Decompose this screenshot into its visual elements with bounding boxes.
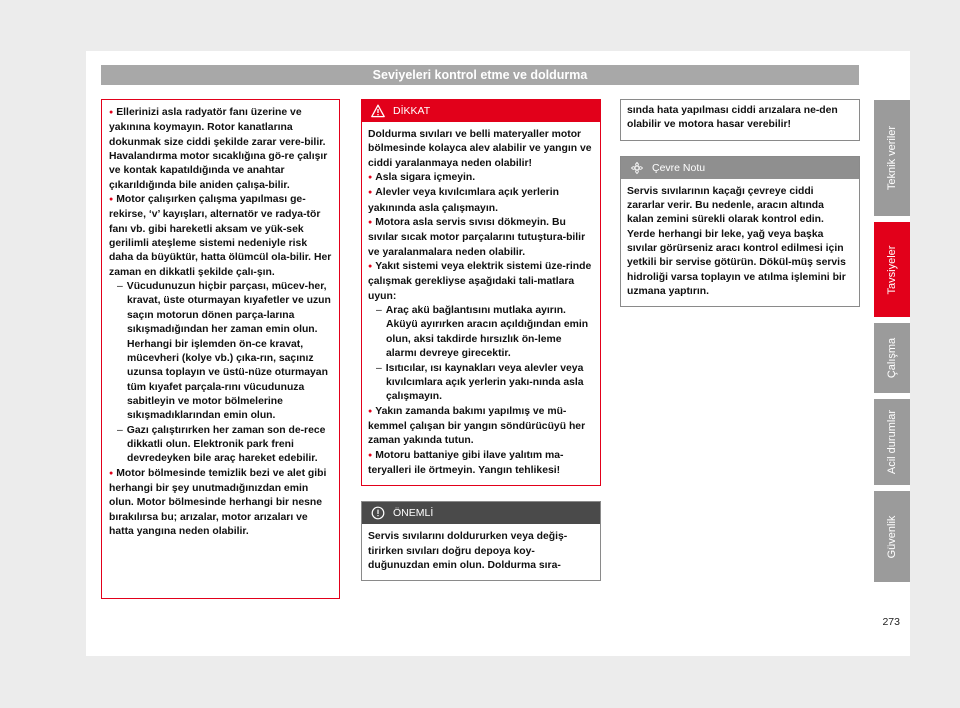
list-item: ● Yakın zamanda bakımı yapılmış ve mü-kemmel çalışan bir yangın söndürücüyü her zaman yakında tutun. bbox=[368, 405, 594, 449]
tab-guvenlik[interactable]: Güvenlik bbox=[874, 491, 910, 582]
dikkat-title: DİKKAT bbox=[393, 105, 431, 117]
list-item: ● Ellerinizi asla radyatör fanı üzerine ve yakınına koymayın. Rotor kanatlarına dokunmak size ciddi şekilde zarar vere-bilir. Havalandırma motor sıcaklığına gö-re çalışır ve kontak kapatıldığında ve anahtar çıkarıldığında bile aniden çalışa-bilir. bbox=[109, 106, 333, 193]
page-number: 273 bbox=[882, 616, 900, 628]
onemli-body bbox=[362, 524, 600, 580]
cevre-title: Çevre Notu bbox=[652, 161, 706, 174]
list-item: ● Yakıt sistemi veya elektrik sistemi üze-rinde çalışmak gerekliyse aşağıdaki tali-matlara uyun: bbox=[368, 260, 594, 304]
onemli-continued-text: sında hata yapılması ciddi arızalara ne-den olabilir ve motora hasar verebilir! bbox=[627, 105, 838, 131]
leaf-icon bbox=[630, 161, 644, 175]
list-item: ● Motor çalışırken çalışma yapılması ge-rekirse, ‘v’ kayışları, alternatör ve radya-tör fanı vb. gibi hareketli aksam ve yük-sek gerilimli ateşleme sistemi nedeniyle risk daha da büyüktür, hatta ölümcül ola-bilir. Her zaman en dikkatli şekilde çalı-şın. bbox=[109, 193, 333, 280]
onemli-box bbox=[361, 501, 601, 581]
list-subitem: – Araç akü bağlantısını mutlaka ayırın. Aküyü ayırırken aracın açıldığından emin olun, aksi takdirde hırsızlık ön-leme alarmı devreye girecektir. bbox=[368, 304, 594, 361]
cevre-box bbox=[620, 156, 860, 308]
middle-column bbox=[361, 99, 601, 581]
cevre-text: Servis sıvılarının kaçağı çevreye ciddi zararlar verir. Bu nedenle, aracın altında kalan zemini sürekli olarak kontrol edin. Yerde herhangi bir leke, yağ veya başka sıvılar görürseniz aracı kontrol edilmesi için yetkili bir servise götürün. Dökül-müş servis hidroliği varsa toplayın ve atılma işlemini bir uzmana yaptırın. bbox=[627, 185, 846, 298]
list-item: ● Alevler veya kıvılcımlara açık yerlerin yakınında asla çalışmayın. bbox=[368, 186, 594, 216]
list-subitem: – Isıtıcılar, ısı kaynakları veya alevler veya kıvılcımlara açık yerlerin yakı-nında asla çalışmayın. bbox=[368, 362, 594, 405]
tab-tavsiyeler[interactable]: Tavsiyeler bbox=[874, 222, 910, 317]
tab-calisma[interactable]: Çalışma bbox=[874, 323, 910, 393]
tab-teknik-veriler[interactable]: Teknik veriler bbox=[874, 100, 910, 216]
onemli-continued-box bbox=[620, 99, 860, 141]
right-column bbox=[620, 99, 860, 307]
dikkat-box bbox=[361, 99, 601, 486]
page-header: Seviyeleri kontrol etme ve doldurma bbox=[101, 65, 859, 85]
onemli-text: Servis sıvılarını doldururken veya değiş-tirirken sıvıları doğru depoya koy-duğunuzdan emin olun. Doldurma sıra- bbox=[368, 531, 568, 571]
onemli-title: ÖNEMLİ bbox=[393, 507, 434, 520]
dikkat-body bbox=[362, 122, 600, 485]
list-subitem: – Gazı çalıştırırken her zaman son de-rece dikkatli olun. Elektronik park freni devredeyken bile araç hareket edebilir. bbox=[109, 424, 333, 467]
warning-continuation-box bbox=[101, 99, 340, 599]
list-item: Doldurma sıvıları ve belli materyaller motor bölmesinde kolayca alev alabilir ve yangın ve ciddi yaralanmaya neden olabilir! bbox=[368, 129, 592, 169]
list-item: ● Asla sigara içmeyin. bbox=[368, 171, 594, 186]
info-circle-icon bbox=[371, 506, 385, 520]
cevre-header bbox=[621, 157, 859, 179]
warning-triangle-icon bbox=[371, 104, 385, 118]
dikkat-header bbox=[362, 100, 600, 122]
tab-acil-durumlar[interactable]: Acil durumlar bbox=[874, 399, 910, 485]
cevre-body bbox=[621, 179, 859, 307]
list-item: ● Motor bölmesinde temizlik bezi ve alet gibi herhangi bir şey unutmadığınızdan emin olun. Motor bölmesinde herhangi bir nesne bırakılırsa bu; arızalar, motor arızaları ve hatta yangına neden olabilir. bbox=[109, 467, 333, 540]
list-item: ● Motora asla servis sıvısı dökmeyin. Bu sıvılar sıcak motor parçalarını tutuştura-bilir ve yaralanmalara neden olabilir. bbox=[368, 216, 594, 260]
list-subitem: – Vücudunuzun hiçbir parçası, mücev-her, kravat, üste oturmayan kıyafetler ve uzun saçın motorun dönen parça-larına sıkışmadığından her zaman emin olun. Herhangi bir işlemden ön-ce kravat, mücevheri (kolye vb.) çıka-rın, saçınız uzunsa toplayın ve üstü-nüze oturmayan tüm kıyafet parçala-rını vücudunuza sabitleyin ve motor bölmelerine sıkışmadıklarından emin olun. bbox=[109, 280, 333, 423]
onemli-continued-body bbox=[621, 100, 859, 140]
onemli-header bbox=[362, 502, 600, 524]
list-item: ● Motoru battaniye gibi ilave yalıtım ma-teryalleri ile örtmeyin. Yangın tehlikesi! bbox=[368, 449, 594, 479]
